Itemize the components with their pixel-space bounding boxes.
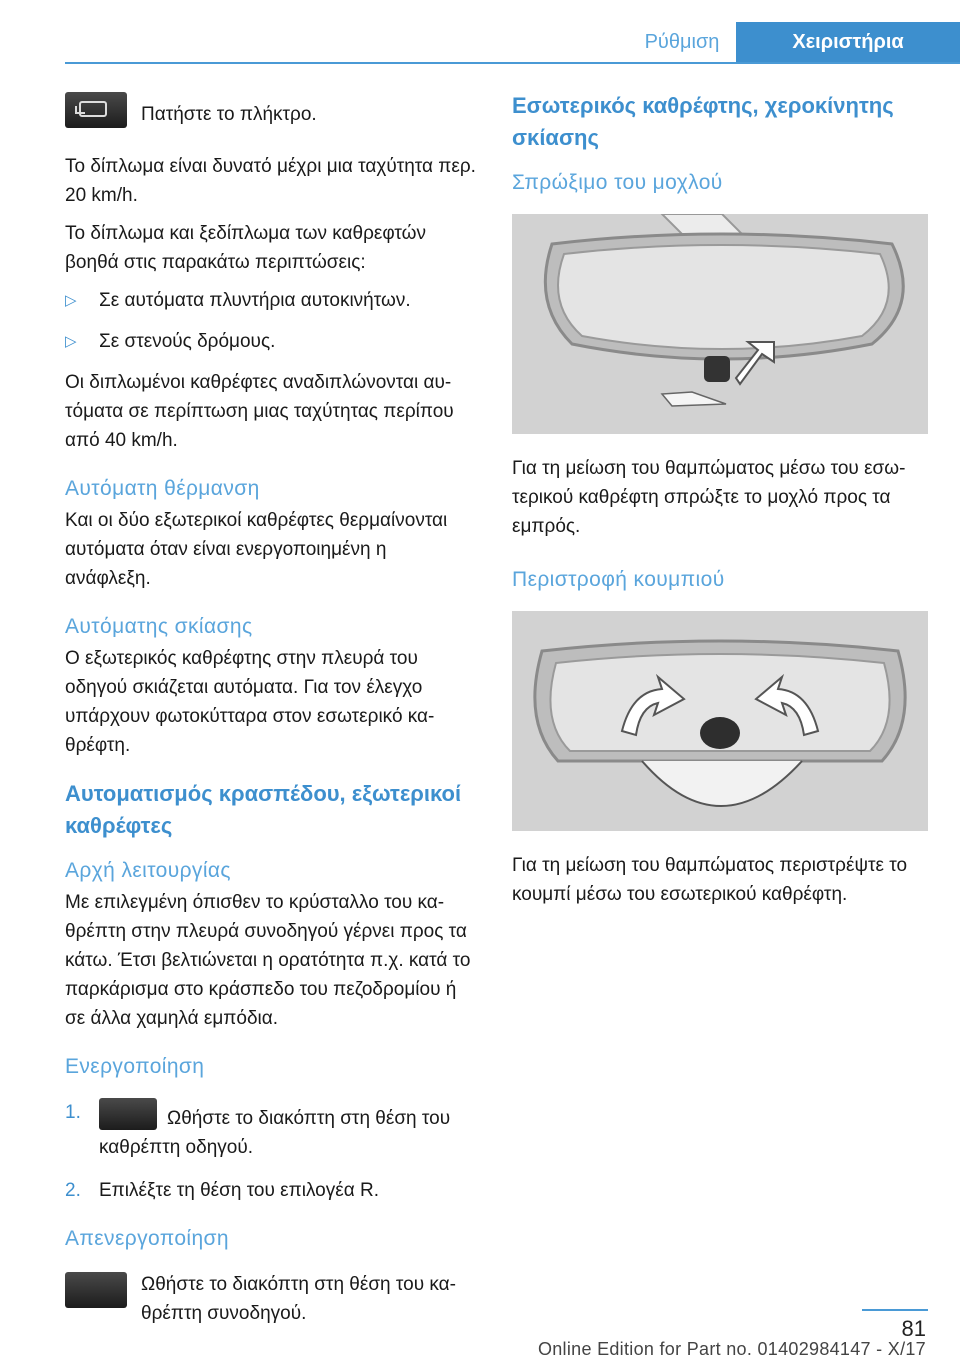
- footer-rule: [862, 1309, 928, 1311]
- heading-curb: Αυτοματισμός κρασπέδου, εξωτερικοί καθρέφτες: [65, 781, 462, 838]
- deactivate-row: [65, 1270, 477, 1337]
- left-column: [65, 90, 477, 1351]
- heading-principle: Αρχή λειτουργίας: [65, 859, 231, 882]
- step-number: 2.: [65, 1180, 81, 1201]
- page-header: [65, 22, 960, 64]
- tab-current[interactable]: Χειριστήρια: [736, 22, 960, 62]
- paragraph: Για τη μείωση του θαμπώματος περιστρέψτε το κουμπί μέσω του εσωτερικού καθρέφτη.: [512, 855, 908, 905]
- mirror-fold-button-icon: [65, 92, 127, 128]
- list-item: ▷ Σε στενούς δρόμους.: [65, 327, 477, 356]
- switch-button-icon: [99, 1098, 157, 1130]
- paragraph: Το δίπλωμα και ξεδίπλωμα των καθρεφτών βοηθά στις παρακάτω περιπτώσεις:: [65, 223, 426, 273]
- press-key-text: Πατήστε το πλήκτρο.: [141, 104, 317, 125]
- lever-mirror-illustration: [512, 214, 928, 434]
- paragraph: Και οι δύο εξωτερικοί καθρέφτες θερμαίνονται αυτόματα όταν είναι ενεργοποιημένη η ανάφλεξη.: [65, 510, 448, 589]
- list-item: [65, 1098, 477, 1162]
- switch-button-icon: [65, 1272, 127, 1308]
- press-key-row: [65, 90, 477, 138]
- list-item: ▷ Σε αυτόματα πλυντήρια αυτοκινήτων.: [65, 286, 477, 315]
- heading-dimming: Αυτόματης σκίασης: [65, 615, 253, 638]
- heading-lever: Σπρώξιμο του μοχλού: [512, 171, 723, 194]
- paragraph: Για τη μείωση του θαμπώματος μέσω του εσωτερικού καθρέφτη σπρώξτε το μοχλό προς τα εμπρός.: [512, 458, 906, 537]
- paragraph: Το δίπλωμα είναι δυνατό μέχρι μια ταχύτητα περ. 20 km/h.: [65, 156, 476, 206]
- step-text: Ωθήστε το διακόπτη στη θέση του καθρέπτη οδηγού.: [99, 1108, 451, 1158]
- edition-note: Online Edition for Part no. 01402984147 - X/17: [537, 1339, 926, 1359]
- paragraph: Ο εξωτερικός καθρέφτης στην πλευρά του οδηγού σκιάζεται αυτόματα. Για τον έλεγχο υπάρχουν φωτοκύτταρα στον εσωτερικό καθρέφτη.: [65, 648, 435, 756]
- heading-interior-mirror: Εσωτερικός καθρέφτης, χεροκίνητης σκίασης: [512, 93, 894, 150]
- knob-mirror-illustration: [512, 611, 928, 831]
- step-text: Επιλέξτε τη θέση του επιλογέα R.: [99, 1180, 379, 1201]
- steps-list: [65, 1098, 477, 1205]
- paragraph: Οι διπλωμένοι καθρέφτες αναδιπλώνονται αυτόματα σε περίπτωση μιας ταχύτητας περίπου από 40 km/h.: [65, 372, 454, 451]
- list-item: [65, 1176, 477, 1205]
- heading-knob: Περιστροφή κουμπιού: [512, 568, 725, 591]
- paragraph: Με επιλεγμένη όπισθεν το κρύσταλλο του καθρέπτη στην πλευρά συνοδηγού γέρνει προς τα κάτω. Έτσι βελτιώνεται η ορατότητα π.χ. κατά το παρκάρισμα στο κράσπεδο του πεζοδρομίου ή σε άλλα χαμηλά εμπόδια.: [65, 892, 471, 1029]
- heading-deactivate: Απενεργοποίηση: [65, 1227, 230, 1250]
- heading-heating: Αυτόματη θέρμανση: [65, 477, 260, 500]
- tab-section[interactable]: Ρύθμιση: [644, 31, 720, 53]
- heading-activate: Ενεργοποίηση: [65, 1055, 205, 1078]
- page-number: 81: [901, 1316, 926, 1341]
- paragraph: Ωθήστε το διακόπτη στη θέση του καθρέπτη συνοδηγού.: [141, 1274, 456, 1324]
- right-column: [512, 90, 928, 918]
- step-number: 1.: [65, 1102, 81, 1123]
- bullet-list: [65, 286, 477, 356]
